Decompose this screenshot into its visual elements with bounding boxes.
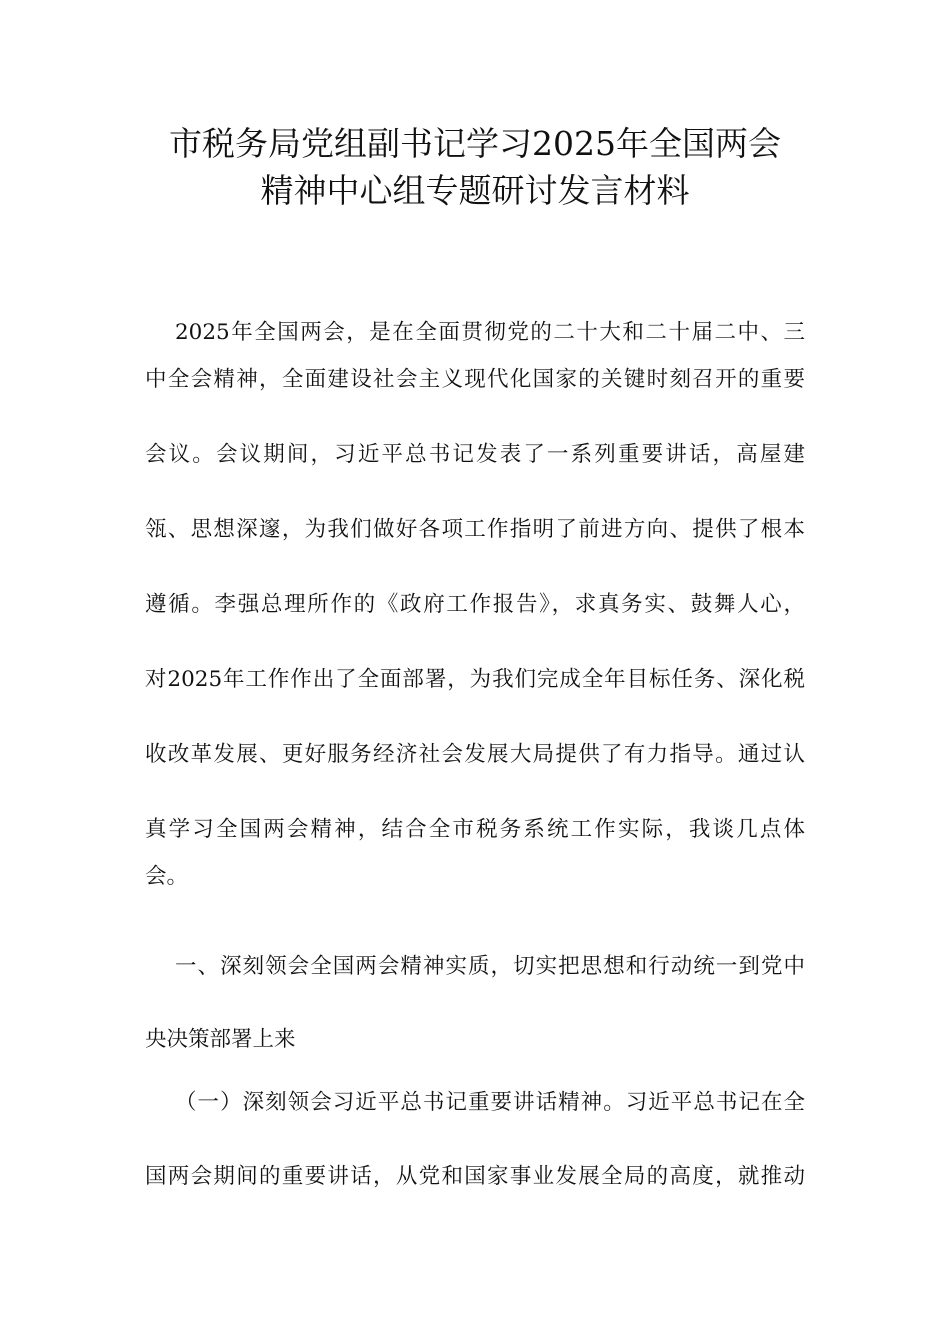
paragraph-line: 收改革发展、更好服务经济社会发展大局提供了有力指导。通过认: [145, 742, 805, 767]
paragraph-line: 2025年全国两会，是在全面贯彻党的二十大和二十届二中、三: [175, 320, 805, 345]
paragraph-line: 国两会期间的重要讲话，从党和国家事业发展全局的高度，就推动: [145, 1164, 805, 1189]
paragraph-line: 遵循。李强总理所作的《政府工作报告》，求真务实、鼓舞人心，: [145, 592, 805, 617]
paragraph-line: 会议。会议期间，习近平总书记发表了一系列重要讲话，高屋建: [145, 442, 805, 467]
paragraph-line: 对2025年工作作出了全面部署，为我们完成全年目标任务、深化税: [145, 667, 805, 692]
title-line-1: 市税务局党组副书记学习2025年全国两会: [169, 124, 781, 163]
paragraph-line: 瓴、思想深邃，为我们做好各项工作指明了前进方向、提供了根本: [145, 517, 805, 542]
section-heading-line: 央决策部署上来: [145, 1027, 296, 1052]
title-line-2: 精神中心组专题研讨发言材料: [260, 171, 690, 210]
paragraph-line: （一）深刻领会习近平总书记重要讲话精神。习近平总书记在全: [175, 1090, 805, 1115]
section-heading-line: 一、深刻领会全国两会精神实质，切实把思想和行动统一到党中: [175, 954, 805, 979]
paragraph-line: 会。: [145, 864, 189, 889]
paragraph-line: 中全会精神，全面建设社会主义现代化国家的关键时刻召开的重要: [145, 367, 805, 392]
paragraph-line: 真学习全国两会精神，结合全市税务系统工作实际，我谈几点体: [145, 817, 805, 842]
